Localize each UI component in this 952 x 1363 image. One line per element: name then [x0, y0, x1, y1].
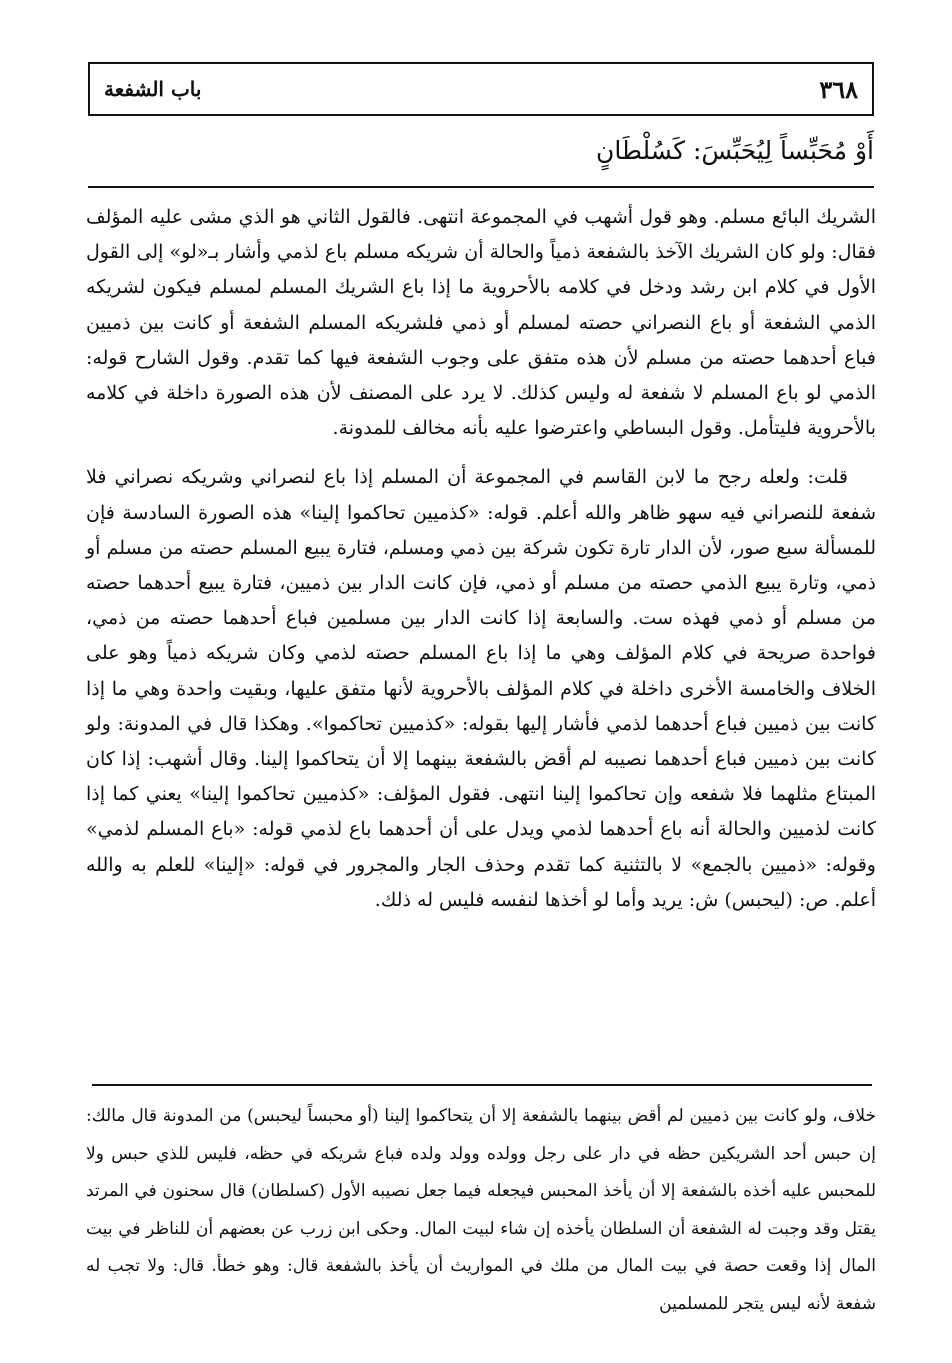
commentary	[86, 200, 876, 918]
footnote-text: خلاف، ولو كانت بين ذميين لم أقض بينهما بالشفعة إلا أن يتحاكموا إلينا (أو محبساً ليحبس) من المدونة قال مالك: إن حبس أحد الشريكين حظه في دار على رجل وولده وولد ولده فباع شريكه في حظه، فليس للذي حبس ولا للمحبس عليه أخذه بالشفعة إلا أن يأخذ المحبس فيجعله فيما جعل نصيبه الأول (كسلطان) قال سحنون في المرتد يقتل وقد وجبت له الشفعة أن السلطان يأخذه إن شاء لبيت المال. وحكى ابن زرب عن بعضهم أن للناظر في بيت المال إذا وقعت حصة في بيت المال من ملك في المواريث أن يأخذ بالشفعة قال: وهو خطأ. قال: ولا تجب له شفعة لأنه ليس يتجر للمسلمين	[86, 1106, 876, 1314]
divider-top	[88, 186, 874, 188]
footnote	[86, 1098, 876, 1324]
page-header	[88, 62, 874, 116]
commentary-paragraph: قلت: ولعله رجح ما لابن القاسم في المجموعة أن المسلم إذا باع لنصراني وشريكه نصراني فلا شفعة للنصراني فيه سهو ظاهر والله أعلم. قوله: «كذميين تحاكموا إلينا» هذه الصورة السادسة فإن للمسألة سبع صور، لأن الدار تارة تكون شركة بين ذمي ومسلم، فتارة يبيع المسلم حصته من مسلم أو ذمي، وتارة يبيع الذمي حصته من مسلم أو ذمي، فإن كانت الدار بين ذميين، فتارة يبيع أحدهما حصته من مسلم أو ذمي فهذه ست. والسابعة إذا كانت الدار بين مسلمين فباع أحدهما حصته من ذمي، فواحدة صريحة في كلام المؤلف وهي ما إذا باع المسلم حصته لذمي وكان شريكه ذمياً وهو على الخلاف والخامسة الأخرى داخلة في كلام المؤلف بالأحروية لأنها متفق عليها، وبقيت واحدة وهي ما إذا كانت بين ذميين فباع أحدهما لذمي فأشار إليها بقوله: «كذميين تحاكموا». وهكذا قال في المدونة: ولو كانت بين ذميين فباع أحدهما نصيبه لم أقض بالشفعة بينهما إلا أن يتحاكموا إلينا. وقال أشهب: إذا كان المبتاع مثلهما فلا شفعه وإن تحاكموا إلينا انتهى. فقول المؤلف: «كذميين تحاكموا إلينا» يعني كما إذا كانت لذميين والحالة أنه باع أحدهما لذمي ويدل على أن أحدهما باع لذمي قوله: «باع المسلم لذمي» وقوله: «ذميين بالجمع» لا بالتثنية كما تقدم وحذف الجار والمجرور في قوله: «إلينا» للعلم به والله أعلم. ص: (ليحبس) ش: يريد وأما لو أخذها لنفسه فليس له ذلك.	[86, 466, 876, 911]
chapter-title: باب الشفعة	[104, 77, 202, 101]
divider-footnote	[92, 1084, 872, 1086]
matn-text: أَوْ مُحَبِّساً لِيُحَبِّسَ: كَسُلْطَانٍ	[596, 136, 874, 165]
commentary-paragraph: الشريك البائع مسلم. وهو قول أشهب في المجموعة انتهى. فالقول الثاني هو الذي مشى عليه المؤلف فقال: ولو كان الشريك الآخذ بالشفعة ذمياً والحالة أن شريكه مسلم باع لذمي وأشار بـ«لو» إلى القول الأول في كلام ابن رشد ودخل في كلامه بالأحروية ما إذا باع الشريك المسلم لمسلم فيكون لشريكه الذمي الشفعة أو باع النصراني حصته لمسلم أو ذمي فلشريكه المسلم الشفعة أو كانت بين ذميين فباع أحدهما حصته من مسلم لأن هذه متفق على وجوب الشفعة فيها كما تقدم. وقول الشارح قوله: الذمي لو باع المسلم لا شفعة له وليس كذلك. لا يرد على المصنف لأن هذه الصورة داخلة في كلامه بالأحروية فليتأمل. وقول البساطي واعترضوا عليه بأنه مخالف للمدونة.	[86, 206, 876, 440]
page-number: ٣٦٨	[819, 74, 858, 104]
